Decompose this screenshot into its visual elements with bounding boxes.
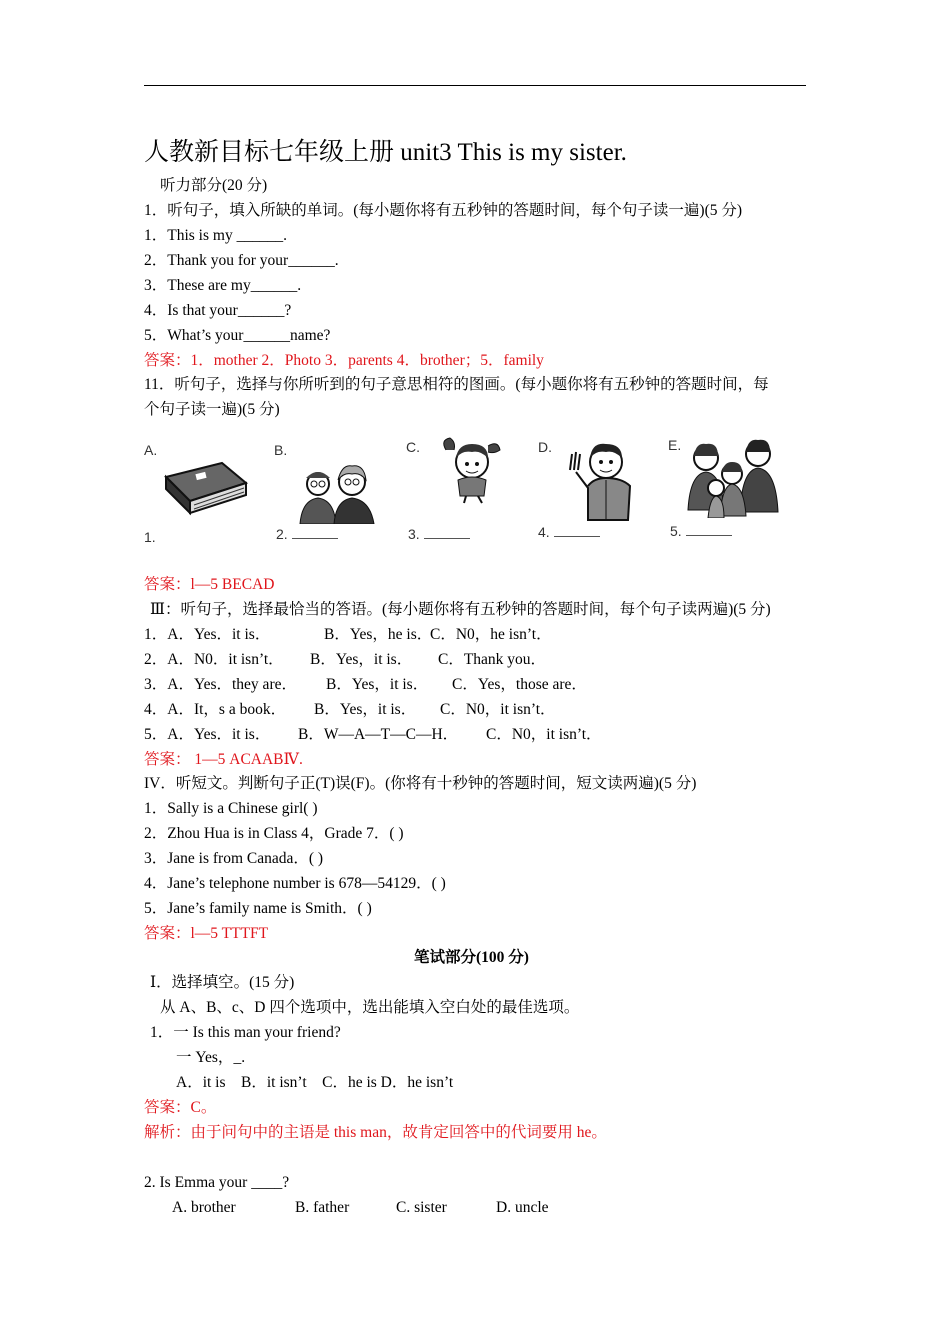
sec1-answer: 答案：1．mother 2．Photo 3．parents 4．brother；5．family — [144, 352, 544, 369]
picture-number: 3. — [408, 526, 470, 542]
written-header: 笔试部分(100 分) — [414, 949, 529, 966]
sec1-item: 4．Is that your______? — [144, 302, 292, 319]
picture-number: 4. — [538, 524, 600, 540]
q2-stem: 2. Is Emma your ____? — [144, 1174, 290, 1191]
q2-option: D. uncle — [496, 1199, 549, 1216]
q1-options: A．it is B．it isn’t C．he is D．he isn’t — [176, 1074, 454, 1091]
sec3-instruction: Ⅲ：听句子，选择最恰当的答语。(每小题你将有五秒钟的答题时间，每个句子读两遍)(5 分) — [150, 601, 771, 618]
book-picture — [160, 455, 250, 517]
sec4-item: 3．Jane is from Canada．( ) — [144, 850, 324, 867]
part1-title: Ⅰ．选择填空。(15 分) — [150, 974, 295, 991]
sec1-instruction: 1．听句子，填入所缺的单词。(每小题你将有五秒钟的答题时间，每个句子读一遍)(5 分) — [144, 202, 743, 219]
q2-option: C. sister — [396, 1199, 447, 1216]
sec2-instruction-line1: 11．听句子，选择与你所听到的句子意思相符的图画。(每小题你将有五秒钟的答题时间，每 — [144, 376, 769, 393]
sec4-item: 2．Zhou Hua is in Class 4，Grade 7．( ) — [144, 825, 404, 842]
picture-number: 2. — [276, 526, 338, 542]
picture-letter: A. — [144, 442, 158, 458]
page-title: 人教新目标七年级上册 unit3 This is my sister. — [144, 139, 627, 166]
sec4-answer: 答案：l—5 TTTFT — [144, 925, 269, 942]
sec3-item: 3．A．Yes．they are． B．Yes，it is． C．Yes，those are． — [144, 676, 587, 693]
sec4-instruction: IV．听短文。判断句子正(T)误(F)。(你将有十秒钟的答题时间，短文读两遍)(5 分) — [144, 775, 697, 792]
q2-option: A. brother — [172, 1199, 236, 1216]
sec1-item: 2．Thank you for your______. — [144, 252, 339, 269]
picture-letter: B. — [274, 442, 288, 458]
sec1-item: 1．This is my ______. — [144, 227, 287, 244]
sec1-item: 5．What’s your______name? — [144, 327, 331, 344]
picture-letter: C. — [406, 439, 420, 455]
sec3-item: 1．A．Yes．it is． B．Yes，he is． C．N0，he isn’t． — [144, 626, 552, 643]
q2-option: B. father — [295, 1199, 350, 1216]
picture-letter: D. — [538, 439, 552, 455]
sec2-instruction-line2: 个句子读一遍)(5 分) — [144, 401, 280, 418]
sec3-item: 2．A．N0．it isn’t． B．Yes，it is． C．Thank you． — [144, 651, 547, 668]
grandparents-picture — [294, 462, 380, 524]
sec4-item: 1．Sally is a Chinese girl( ) — [144, 800, 318, 817]
sec2-answer: 答案：l—5 BECAD — [144, 576, 275, 593]
header-rule — [144, 85, 806, 86]
q1-stem: 1．一 Is this man your friend? — [150, 1024, 341, 1041]
sec4-item: 4．Jane’s telephone number is 678—54129．( ) — [144, 875, 446, 892]
sec1-item: 3．These are my______. — [144, 277, 302, 294]
sec3-item: 4．A．It，s a book． B．Yes，it is． C．N0，it isn’t． — [144, 701, 556, 718]
family-picture — [684, 436, 780, 518]
sec3-item: 5．A．Yes．it is． B．W—A—T—C—H． C．N0，it isn’t． — [144, 726, 602, 743]
listening-header: 听力部分(20 分) — [160, 177, 268, 194]
picture-letter: E. — [668, 437, 682, 453]
q1-reply: 一 Yes，_. — [176, 1049, 246, 1066]
q1-analysis: 解析：由于问句中的主语是 this man，故肯定回答中的代词要用 he。 — [144, 1124, 607, 1141]
sec4-item: 5．Jane’s family name is Smith．( ) — [144, 900, 372, 917]
picture-number: 1. — [144, 529, 156, 545]
boy-waving-picture — [566, 440, 638, 522]
girl-picture — [438, 436, 504, 504]
part1-instruction: 从 A、B、c、D 四个选项中，选出能填入空白处的最佳选项。 — [160, 999, 580, 1016]
sec3-answer: 答案： 1—5 ACAABⅣ. — [144, 751, 303, 768]
picture-number: 5. — [670, 523, 732, 539]
q1-answer: 答案：C。 — [144, 1099, 217, 1116]
